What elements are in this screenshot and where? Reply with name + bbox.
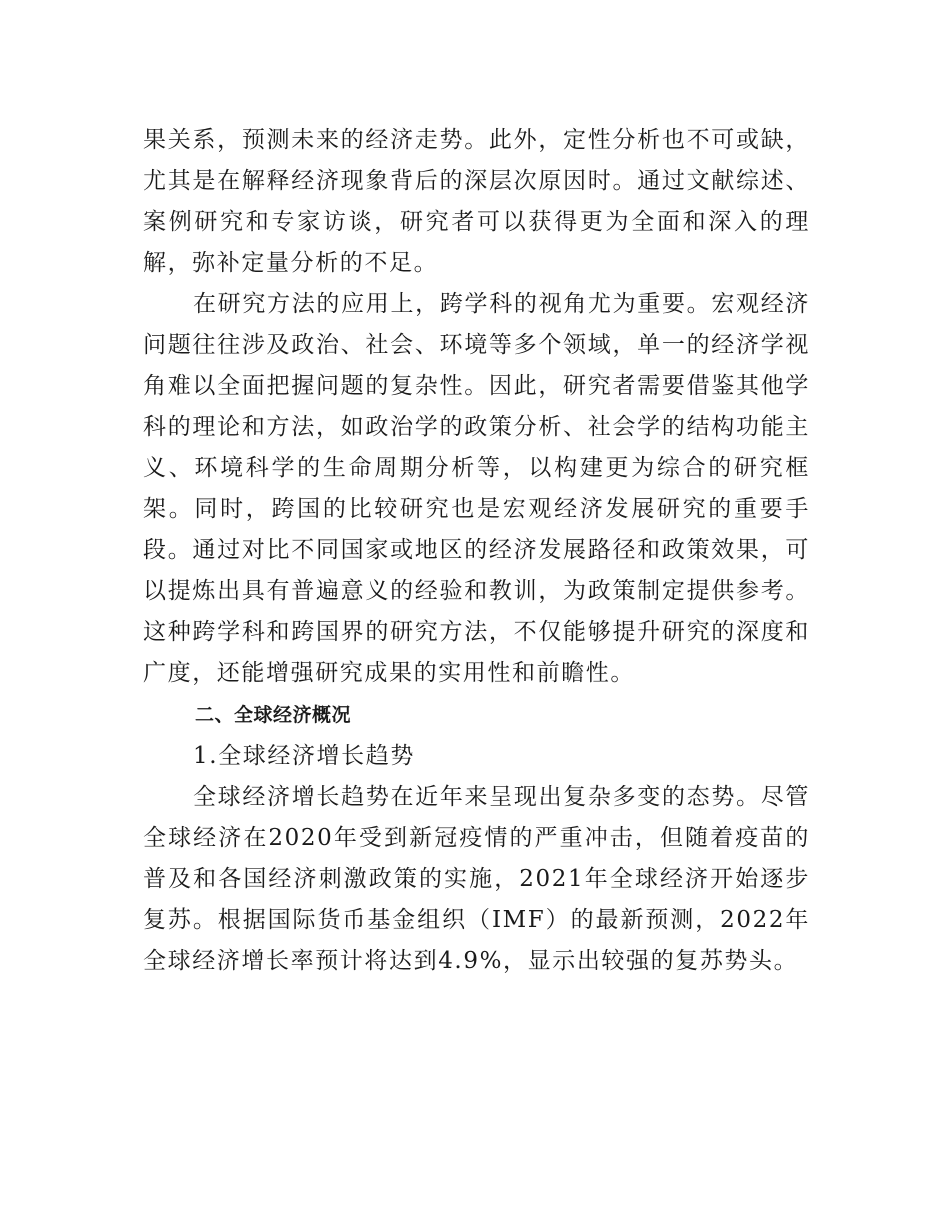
paragraph-global-growth: 全球经济增长趋势在近年来呈现出复杂多变的态势。尽管全球经济在2020年受到新冠疫情的严重冲击，但随着疫苗的普及和各国经济刺激政策的实施，2021年全球经济开始逐步复苏。根据国际货币基金组织（IMF）的最新预测，2022年全球经济增长率预计将达到4.9%，显示出较强的复苏势头。: [143, 784, 810, 974]
section-heading: 二、全球经济概况: [195, 704, 352, 726]
subsection-heading: 1.全球经济增长趋势: [193, 743, 415, 769]
document-body: [143, 120, 810, 982]
paragraph-methods-continued: 果关系，预测未来的经济走势。此外，定性分析也不可或缺，尤其是在解释经济现象背后的深层次原因时。通过文献综述、案例研究和专家访谈，研究者可以获得更为全面和深入的理解，弥补定量分析的不足。: [143, 127, 810, 276]
paragraph-interdisciplinary: 在研究方法的应用上，跨学科的视角尤为重要。宏观经济问题往往涉及政治、社会、环境等多个领域，单一的经济学视角难以全面把握问题的复杂性。因此，研究者需要借鉴其他学科的理论和方法，如政治学的政策分析、社会学的结构功能主义、环境科学的生命周期分析等，以构建更为综合的研究框架。同时，跨国的比较研究也是宏观经济发展研究的重要手段。通过对比不同国家或地区的经济发展路径和政策效果，可以提炼出具有普遍意义的经验和教训，为政策制定提供参考。这种跨学科和跨国界的研究方法，不仅能够提升研究的深度和广度，还能增强研究成果的实用性和前瞻性。: [143, 291, 810, 686]
